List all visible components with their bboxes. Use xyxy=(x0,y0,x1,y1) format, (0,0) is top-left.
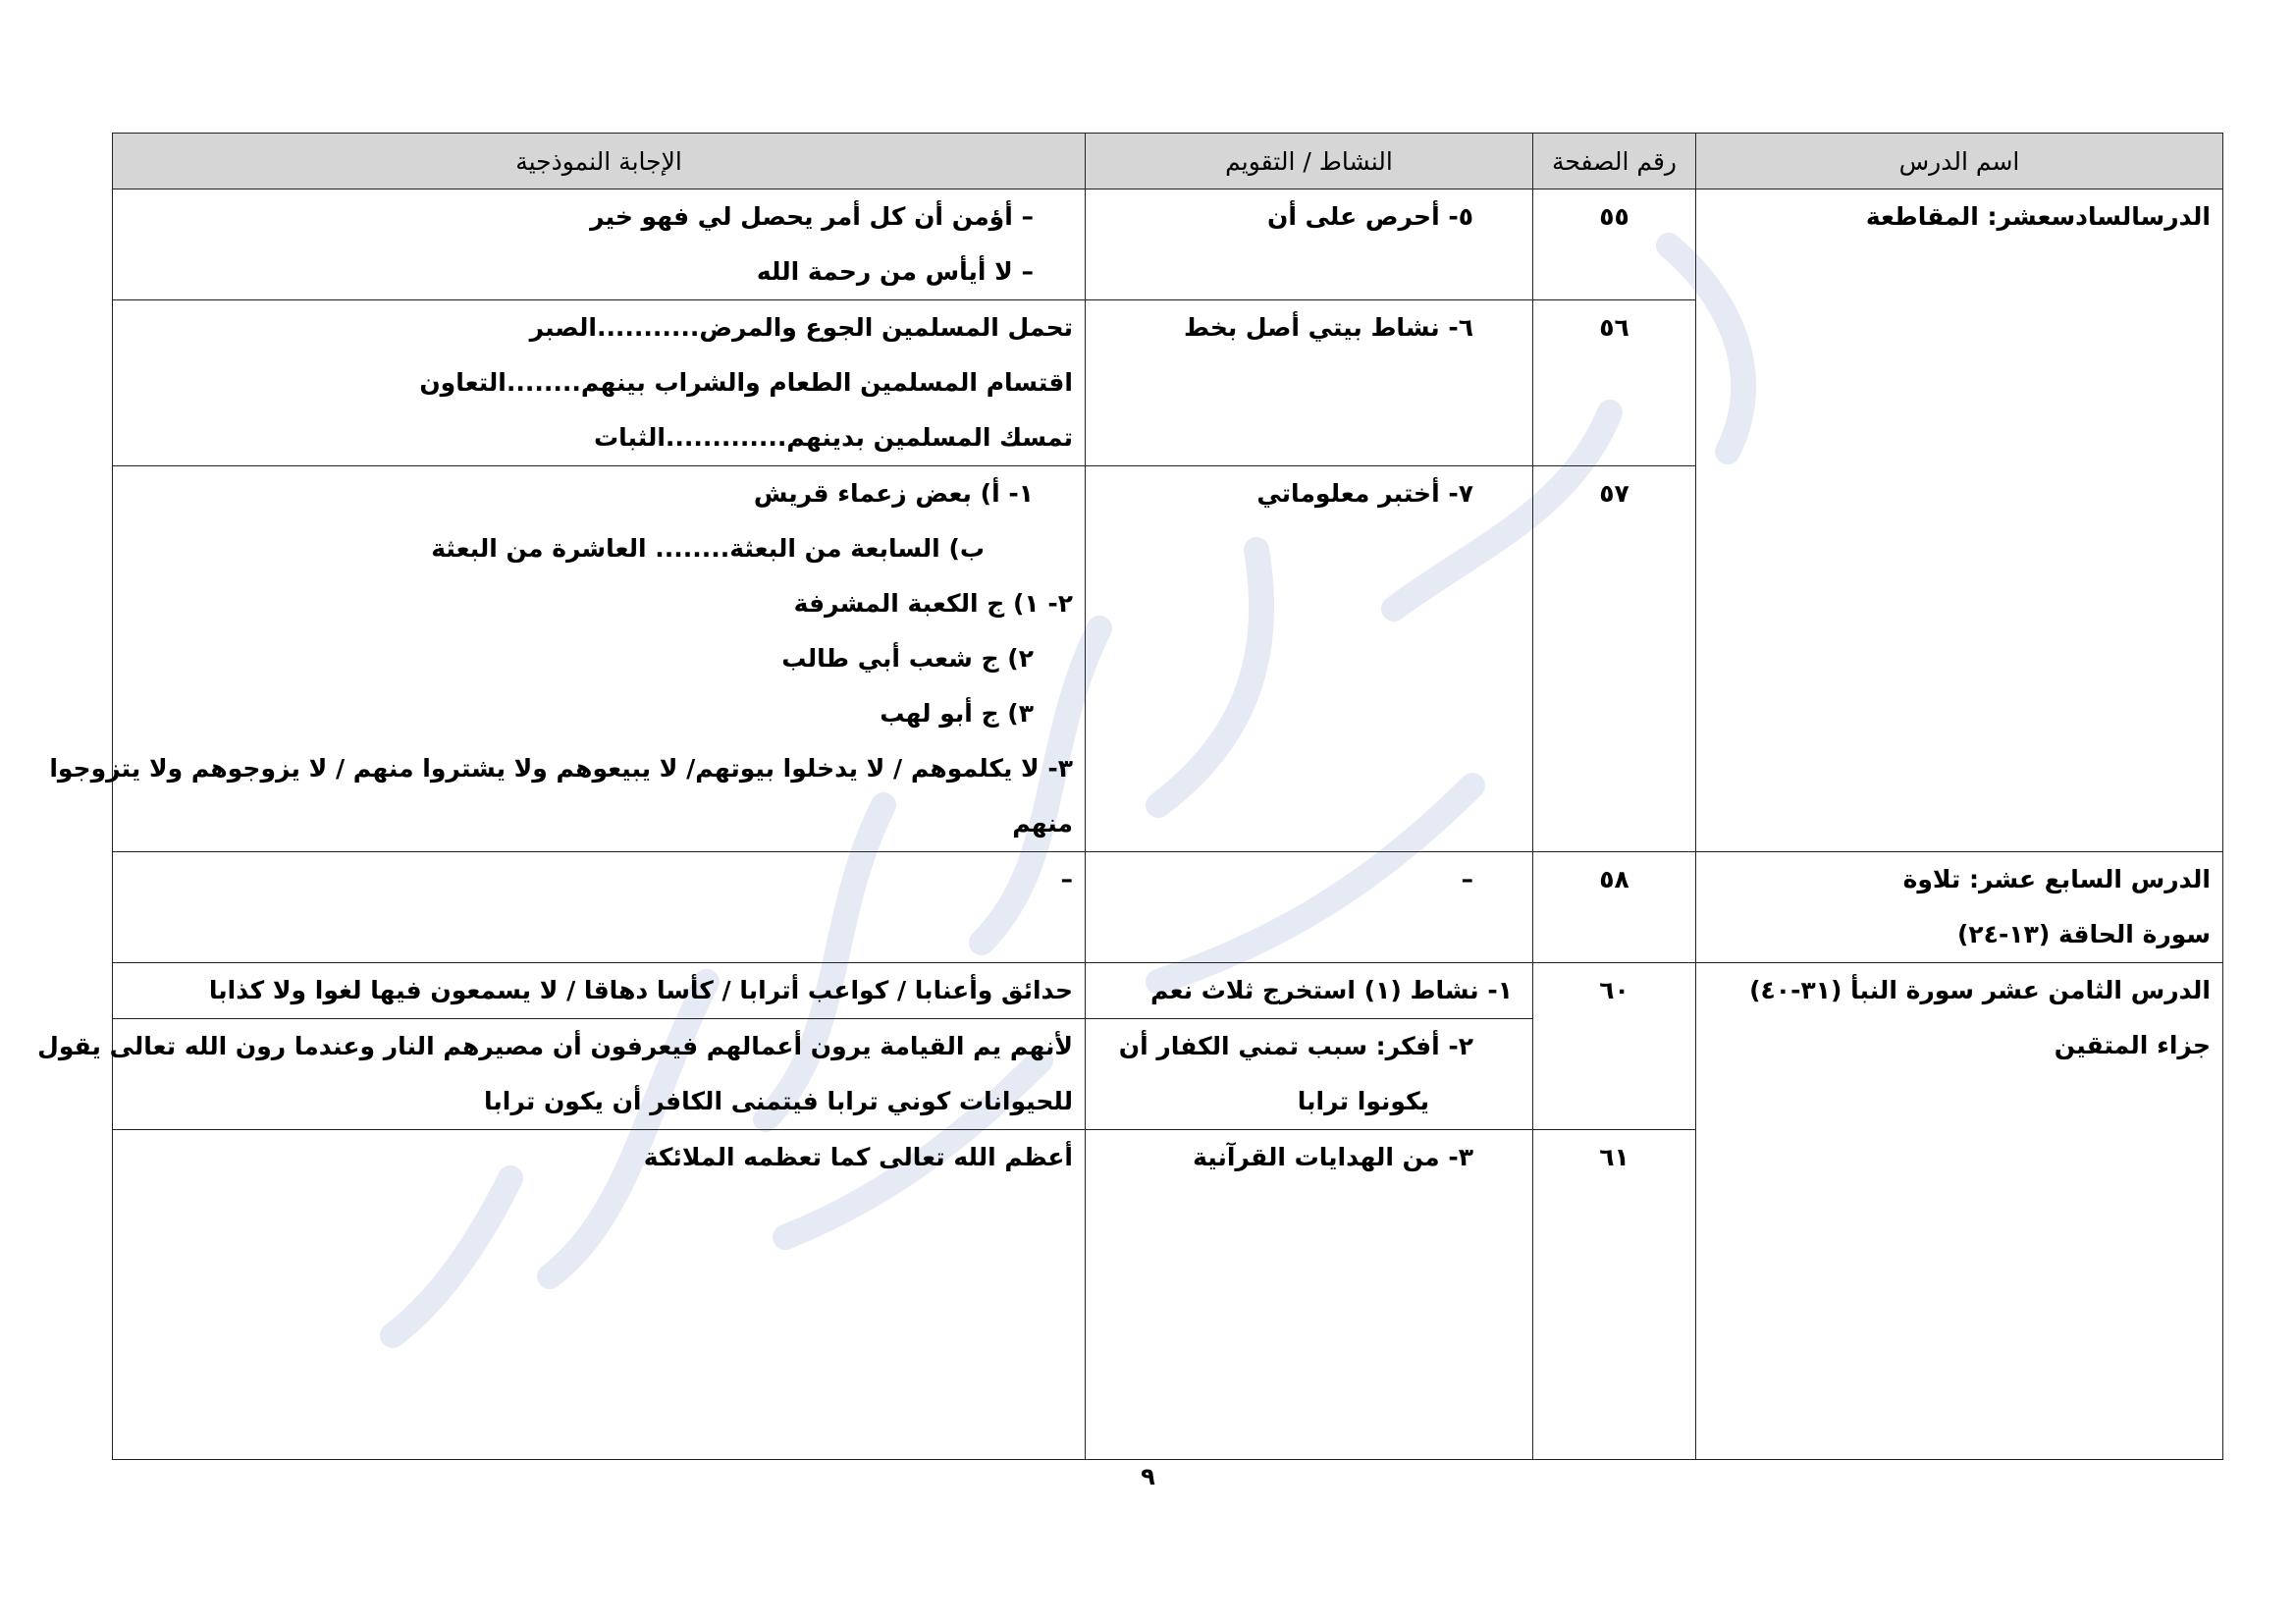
answer-cell xyxy=(113,189,1086,300)
answer-line: – xyxy=(1060,865,1073,893)
lesson-name: الدرسالسادسعشر: المقاطعة xyxy=(1865,202,2211,231)
answer-cell xyxy=(113,963,1086,1019)
activity-text: – xyxy=(1461,865,1473,893)
answer-cell xyxy=(49,466,1086,852)
activity-cell xyxy=(1086,852,1533,963)
activity-cell xyxy=(1086,189,1533,300)
answer-line: للحيوانات كوني ترابا فيتمنى الكافر أن يكون ترابا xyxy=(483,1087,1073,1115)
page-footer-number: ٩ xyxy=(1141,1463,1155,1490)
answer-line: ٣) ج أبو لهب xyxy=(880,699,1034,728)
page-cell xyxy=(1533,963,1696,1130)
answer-line: تحمل المسلمين الجوع والمرض...........الصبر xyxy=(529,313,1073,342)
answer-line: لأنهم يم القيامة يرون أعمالهم فيعرفون أن مصيرهم النار وعندما رون الله تعالى يقول xyxy=(37,1032,1073,1060)
table-row xyxy=(113,963,2223,1019)
lesson-name: الدرس السابع عشر: تلاوة xyxy=(1902,865,2211,893)
answer-line: – لا أيأس من رحمة الله xyxy=(756,257,1034,286)
activity-text: ٣- من الهدايات القرآنية xyxy=(1193,1143,1473,1171)
answer-key-sheet xyxy=(37,133,2223,1460)
page-cell xyxy=(1533,300,1696,466)
answer-line: ٢) ج شعب أبي طالب xyxy=(781,644,1034,673)
answer-line: ٣- لا يكلموهم / لا يدخلوا بيوتهم/ لا يبيعوهم ولا يشتروا منهم / لا يزوجوهم ولا يتزوجوا xyxy=(49,754,1073,783)
page-number-value: ٥٨ xyxy=(1599,865,1629,893)
answer-cell xyxy=(113,300,1086,466)
table-row xyxy=(113,852,2223,963)
answer-cell xyxy=(113,852,1086,963)
lesson-name: الدرس الثامن عشر سورة النبأ (٣١-٤٠) xyxy=(1749,976,2211,1004)
answer-cell xyxy=(37,1019,1086,1130)
answer-line: أعظم الله تعالى كما تعظمه الملائكة xyxy=(643,1143,1073,1171)
activity-cell xyxy=(1086,963,1533,1019)
table-row xyxy=(113,189,2223,300)
page-number-value: ٦١ xyxy=(1599,1143,1629,1171)
answer-line: اقتسام المسلمين الطعام والشراب بينهم........التعاون xyxy=(419,368,1073,397)
header-answer: الإجابة النموذجية xyxy=(113,134,1086,189)
page-cell xyxy=(1533,852,1696,963)
header-activity: النشاط / التقويم xyxy=(1086,134,1533,189)
activity-text: ٢- أفكر: سبب تمني الكفار أن xyxy=(1118,1032,1473,1060)
answer-line: منهم xyxy=(1012,809,1073,838)
activity-cell xyxy=(1086,1130,1533,1460)
lesson-cell-16 xyxy=(1696,189,2223,852)
activity-text: ٦- نشاط بيتي أصل بخط xyxy=(1184,313,1473,342)
page-cell xyxy=(1533,1130,1696,1460)
answer-line: ٢- ١) ج الكعبة المشرفة xyxy=(793,589,1073,618)
lesson-name-continued: جزاء المتقين xyxy=(2054,1031,2211,1059)
lesson-cell-17 xyxy=(1696,852,2223,963)
page-number-value: ٥٦ xyxy=(1599,313,1629,342)
page-cell xyxy=(1533,189,1696,300)
activity-text: ١- نشاط (١) استخرج ثلاث نعم xyxy=(1150,976,1513,1004)
page-number-value: ٦٠ xyxy=(1599,976,1629,1004)
header-lesson: اسم الدرس xyxy=(1696,134,2223,189)
answer-line: – أؤمن أن كل أمر يحصل لي فهو خير xyxy=(590,202,1034,231)
answer-line: ب) السابعة من البعثة........ العاشرة من البعثة xyxy=(431,534,985,563)
activity-text: ٥- أحرص على أن xyxy=(1266,202,1473,231)
answer-line: تمسك المسلمين بدينهم.............الثبات xyxy=(594,423,1073,452)
activity-cell xyxy=(1086,466,1533,852)
activity-cell xyxy=(1086,1019,1533,1130)
page-cell xyxy=(1533,466,1696,852)
page-number-value: ٥٧ xyxy=(1599,479,1629,508)
activity-text: ٧- أختبر معلوماتي xyxy=(1256,479,1473,508)
answer-line: حدائق وأعنابا / كواعب أترابا / كأسا دهاقا / لا يسمعون فيها لغوا ولا كذابا xyxy=(208,976,1073,1004)
header-row xyxy=(113,134,2223,189)
answer-line: ١- أ) بعض زعماء قريش xyxy=(753,479,1034,508)
activity-text-continued: يكونوا ترابا xyxy=(1297,1087,1429,1115)
answer-key-table xyxy=(37,133,2223,1460)
answer-cell xyxy=(113,1130,1086,1460)
page-number-value: ٥٥ xyxy=(1599,202,1629,231)
lesson-name-continued: سورة الحاقة (١٣-٢٤) xyxy=(1956,920,2211,948)
lesson-cell-18 xyxy=(1696,963,2223,1460)
activity-cell xyxy=(1086,300,1533,466)
header-page: رقم الصفحة xyxy=(1533,134,1696,189)
